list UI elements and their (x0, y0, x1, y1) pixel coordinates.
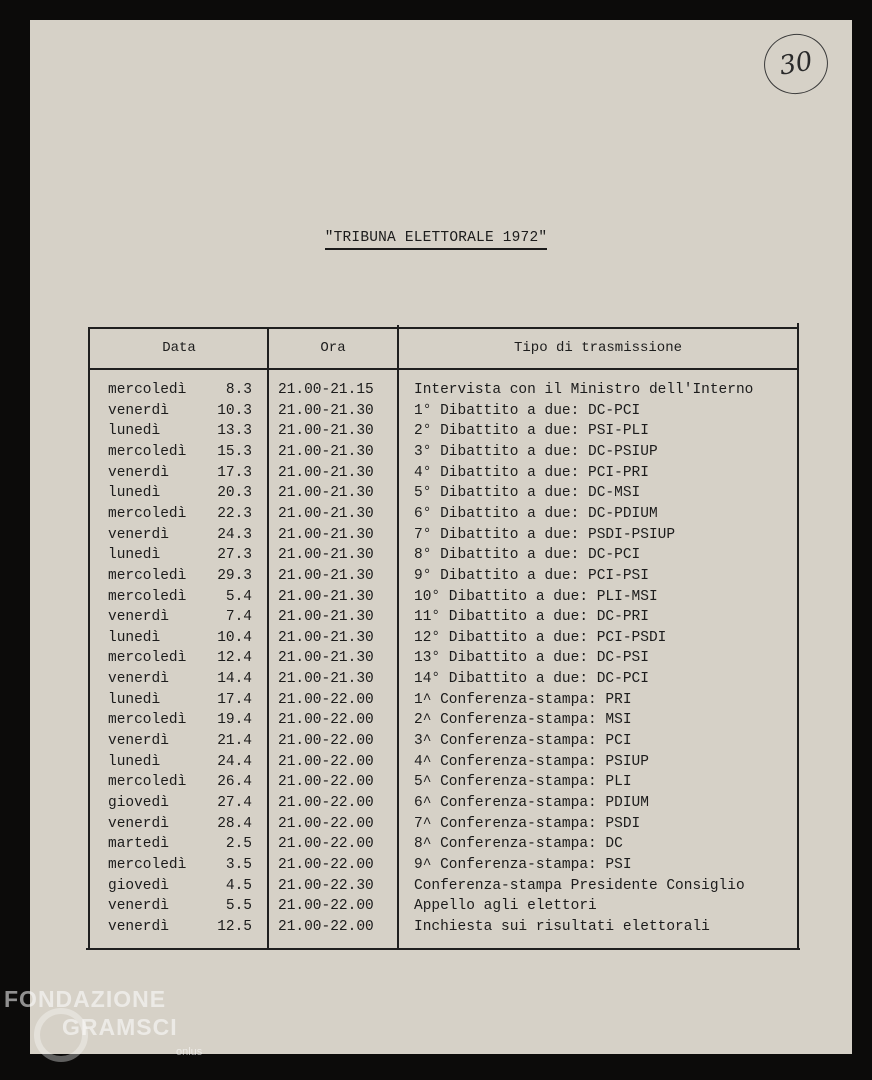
row-broadcast-type: 2^ Conferenza-stampa: MSI (414, 712, 632, 729)
row-time: 21.00-21.30 (278, 629, 374, 646)
row-time: 21.00-21.30 (278, 505, 374, 522)
row-date: 3.5 (225, 856, 252, 873)
row-time: 21.00-21.30 (278, 609, 374, 626)
row-broadcast-type: 7^ Conferenza-stampa: PSDI (414, 815, 641, 832)
table-row (0, 855, 872, 875)
row-broadcast-type: Appello agli elettori (414, 898, 597, 915)
row-time: 21.00-22.00 (278, 836, 374, 853)
row-date: 22.3 (217, 505, 252, 522)
row-broadcast-type: 12° Dibattito a due: PCI-PSDI (414, 629, 667, 646)
watermark-line-1: FONDAZIONE (4, 986, 167, 1012)
row-date: 19.4 (217, 712, 252, 729)
row-time: 21.00-22.30 (278, 877, 374, 894)
table-row (0, 545, 872, 565)
table-row (0, 401, 872, 421)
row-broadcast-type: 6^ Conferenza-stampa: PDIUM (414, 795, 649, 811)
row-day: venerdì (108, 402, 169, 419)
table-row (0, 483, 872, 503)
table-row (0, 834, 872, 854)
table-row (0, 380, 872, 400)
row-broadcast-type: 6° Dibattito a due: DC-PDIUM (414, 505, 658, 522)
row-day: mercoledì (108, 774, 187, 791)
row-day: venerdì (108, 464, 169, 481)
row-date: 15.3 (217, 443, 252, 460)
row-date: 27.4 (217, 795, 252, 811)
row-broadcast-type: 9^ Conferenza-stampa: PSI (414, 856, 632, 873)
row-broadcast-type: Intervista con il Ministro dell'Interno (414, 382, 754, 398)
header-time: Ora (320, 340, 346, 356)
folio-number-text: 30 (777, 46, 815, 82)
row-broadcast-type: 1° Dibattito a due: DC-PCI (414, 402, 641, 419)
row-time: 21.00-22.00 (278, 712, 374, 729)
row-day: venerdì (108, 898, 169, 915)
row-date: 12.5 (217, 918, 252, 935)
row-broadcast-type: 9° Dibattito a due: PCI-PSI (414, 567, 649, 584)
row-day: mercoledì (108, 712, 187, 729)
watermark-line-3: onlus (176, 1046, 203, 1058)
row-date: 17.3 (217, 464, 252, 481)
table-row (0, 772, 872, 792)
row-day: venerdì (108, 733, 169, 750)
row-date: 12.4 (217, 650, 252, 667)
row-date: 29.3 (217, 567, 252, 584)
row-broadcast-type: 11° Dibattito a due: DC-PRI (414, 609, 649, 626)
row-broadcast-type: 8° Dibattito a due: DC-PCI (414, 547, 641, 564)
row-day: mercoledì (108, 505, 187, 522)
row-date: 13.3 (217, 423, 252, 440)
row-time: 21.00-22.00 (278, 898, 374, 915)
row-time: 21.00-21.15 (278, 382, 374, 398)
table-border-top (89, 327, 799, 329)
row-date: 28.4 (217, 815, 252, 832)
row-day: lunedì (108, 629, 161, 646)
row-time: 21.00-21.30 (278, 671, 374, 688)
row-date: 5.4 (225, 588, 252, 605)
row-day: lunedì (108, 485, 161, 502)
row-time: 21.00-21.30 (278, 464, 374, 481)
table-row (0, 587, 872, 607)
row-date: 17.4 (217, 691, 252, 708)
row-time: 21.00-22.00 (278, 774, 374, 791)
row-day: venerdì (108, 671, 169, 688)
row-date: 24.4 (217, 753, 252, 770)
row-time: 21.00-21.30 (278, 588, 374, 605)
row-date: 4.5 (225, 877, 252, 894)
row-date: 26.4 (217, 774, 252, 791)
row-time: 21.00-22.00 (278, 795, 374, 811)
row-date: 7.4 (225, 609, 252, 626)
table-row (0, 525, 872, 545)
row-day: mercoledì (108, 856, 187, 873)
table-row (0, 814, 872, 834)
row-broadcast-type: 3° Dibattito a due: DC-PSIUP (414, 443, 658, 460)
row-day: mercoledì (108, 650, 187, 667)
row-time: 21.00-21.30 (278, 443, 374, 460)
table-row (0, 504, 872, 524)
row-day: mercoledì (108, 588, 187, 605)
row-date: 20.3 (217, 485, 252, 502)
row-time: 21.00-22.00 (278, 856, 374, 873)
row-broadcast-type: 1^ Conferenza-stampa: PRI (414, 691, 632, 708)
table-row (0, 917, 872, 937)
row-day: mercoledì (108, 382, 187, 398)
header-type: Tipo di trasmissione (513, 340, 683, 356)
row-time: 21.00-22.00 (278, 733, 374, 750)
table-row (0, 442, 872, 462)
table-row (0, 648, 872, 668)
row-time: 21.00-21.30 (278, 485, 374, 502)
row-day: lunedì (108, 691, 161, 708)
row-day: venerdì (108, 526, 169, 543)
row-broadcast-type: 2° Dibattito a due: PSI-PLI (414, 423, 649, 440)
row-time: 21.00-22.00 (278, 918, 374, 935)
table-row (0, 628, 872, 648)
row-time: 21.00-21.30 (278, 526, 374, 543)
row-broadcast-type: 4° Dibattito a due: PCI-PRI (414, 464, 649, 481)
row-broadcast-type: 13° Dibattito a due: DC-PSI (414, 650, 649, 667)
table-row (0, 896, 872, 916)
row-day: martedì (108, 836, 169, 853)
table-row (0, 876, 872, 896)
row-day: venerdì (108, 609, 169, 626)
watermark-line-2: GRAMSCI (62, 1014, 178, 1040)
row-date: 24.3 (217, 526, 252, 543)
table-row (0, 710, 872, 730)
row-time: 21.00-21.30 (278, 650, 374, 667)
table-border-bottom (86, 948, 800, 950)
row-broadcast-type: 10° Dibattito a due: PLI-MSI (414, 588, 658, 605)
row-day: giovedì (108, 877, 169, 894)
row-date: 10.3 (217, 402, 252, 419)
row-time: 21.00-22.00 (278, 691, 374, 708)
row-time: 21.00-21.30 (278, 402, 374, 419)
table-row (0, 690, 872, 710)
row-date: 21.4 (217, 733, 252, 750)
row-day: giovedì (108, 795, 169, 811)
row-date: 27.3 (217, 547, 252, 564)
row-time: 21.00-22.00 (278, 753, 374, 770)
row-broadcast-type: 5^ Conferenza-stampa: PLI (414, 774, 632, 791)
row-time: 21.00-21.30 (278, 423, 374, 440)
row-broadcast-type: Conferenza-stampa Presidente Consiglio (414, 877, 745, 894)
header-date: Data (162, 340, 196, 356)
row-broadcast-type: 4^ Conferenza-stampa: PSIUP (414, 753, 649, 770)
table-row (0, 421, 872, 441)
row-date: 14.4 (217, 671, 252, 688)
table-row (0, 566, 872, 586)
row-date: 8.3 (225, 382, 252, 398)
table-row (0, 463, 872, 483)
document-title (0, 230, 872, 246)
table-row (0, 731, 872, 751)
row-time: 21.00-21.30 (278, 547, 374, 564)
row-time: 21.00-22.00 (278, 815, 374, 832)
row-date: 5.5 (225, 898, 252, 915)
row-day: lunedì (108, 753, 161, 770)
row-broadcast-type: 8^ Conferenza-stampa: DC (414, 836, 623, 853)
document-title-text: "TRIBUNA ELETTORALE 1972" (325, 230, 548, 250)
table-row (0, 752, 872, 772)
table-row (0, 607, 872, 627)
row-broadcast-type: Inchiesta sui risultati elettorali (414, 918, 710, 935)
table-row (0, 793, 872, 813)
row-day: lunedì (108, 423, 161, 440)
table-row (0, 669, 872, 689)
row-broadcast-type: 7° Dibattito a due: PSDI-PSIUP (414, 526, 676, 543)
row-broadcast-type: 3^ Conferenza-stampa: PCI (414, 733, 632, 750)
row-broadcast-type: 5° Dibattito a due: DC-MSI (414, 485, 641, 502)
row-date: 10.4 (217, 629, 252, 646)
row-day: mercoledì (108, 443, 187, 460)
row-date: 2.5 (225, 836, 252, 853)
row-day: venerdì (108, 815, 169, 832)
row-time: 21.00-21.30 (278, 567, 374, 584)
row-broadcast-type: 14° Dibattito a due: DC-PCI (414, 671, 649, 688)
row-day: lunedì (108, 547, 161, 564)
row-day: mercoledì (108, 567, 187, 584)
row-day: venerdì (108, 918, 169, 935)
table-header-divider (89, 368, 799, 370)
